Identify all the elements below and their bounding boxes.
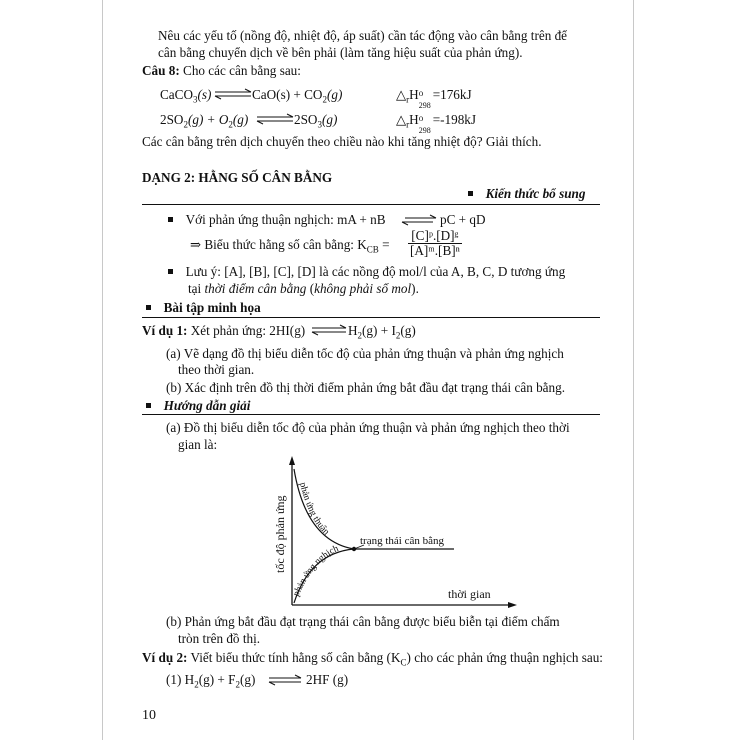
huong-dan-label: Hướng dẫn giải xyxy=(163,398,251,413)
cau8-equation-1 xyxy=(160,87,211,103)
vidu2-equation-1 xyxy=(166,672,255,688)
bullet-2-italic-1: thời điểm cân bằng xyxy=(204,281,307,296)
delta-icon: △ xyxy=(396,112,407,127)
eq2-p-sub: 3 xyxy=(317,119,322,130)
vidu1 xyxy=(142,323,305,339)
bullet-square-icon xyxy=(468,191,473,196)
equilibrium-arrow-icon xyxy=(214,88,252,100)
vidu1-p1: H xyxy=(348,323,358,338)
vidu1-a-line-2: theo thời gian. xyxy=(178,362,255,377)
vidu2-r1: (1) H xyxy=(166,672,195,687)
intro-line-2: cân bằng chuyển dịch về bên phải (làm tăng hiệu suất của phản ứng). xyxy=(158,45,523,60)
reverse-curve-label: phản ứng nghịch xyxy=(291,543,341,599)
vidu1-products xyxy=(348,323,416,339)
reversible-arrow-icon xyxy=(401,214,437,226)
x-axis-arrow-icon xyxy=(508,602,517,608)
x-axis-label: thời gian xyxy=(448,587,491,601)
answer-b-line-2: tròn trên đồ thị. xyxy=(178,631,261,646)
delta-sub: r xyxy=(406,119,410,130)
equilibrium-arrow-icon xyxy=(256,113,294,125)
bullet-2-cont xyxy=(188,281,419,297)
eq2-r2: (g) + O xyxy=(187,112,229,127)
rate-time-graph xyxy=(262,455,522,615)
kcb-fraction xyxy=(408,229,462,258)
vidu2-equation-1-products: 2HF (g) xyxy=(306,672,349,687)
enthalpy-symbol: H xyxy=(409,112,419,127)
bai-tap-label: Bài tập minh họa xyxy=(163,300,261,315)
eq1-state: (s) xyxy=(197,87,212,102)
bai-tap-heading xyxy=(146,300,261,316)
vidu1-p2-sub: 2 xyxy=(395,330,401,341)
eq1-state2: (g) xyxy=(326,87,343,102)
vidu2-text-end: ) cho các phản ứng thuận nghịch sau: xyxy=(406,650,603,665)
vidu2-r2-sub: 2 xyxy=(235,679,240,690)
eq2-r2-state: (g) xyxy=(232,112,249,127)
vidu2-r1-sub: 2 xyxy=(194,679,199,690)
vidu2 xyxy=(142,650,603,666)
kien-thuc-label: Kiến thức bổ sung xyxy=(485,186,586,201)
kcb-expression xyxy=(190,237,390,253)
enthalpy-value-1: =176kJ xyxy=(432,87,472,102)
equilibrium-label: trạng thái cân bằng xyxy=(360,535,444,547)
vidu1-p1-sub: 2 xyxy=(357,330,363,341)
cau8-enthalpy-2: $\triangle_rH$ o =-198kJ xyxy=(396,112,477,130)
cau8-text: Cho các cân bằng sau: xyxy=(183,63,301,78)
cau8-equation-1-products xyxy=(252,87,342,103)
vidu2-label: Ví dụ 2: xyxy=(142,650,188,665)
vidu1-p2-state: (g) xyxy=(400,323,416,338)
eq1-sub2: 2 xyxy=(322,94,327,105)
vidu1-a-line-1: (a) Vẽ dạng đồ thị biểu diễn tốc độ của phản ứng thuận và phản ứng nghịch xyxy=(166,346,564,361)
eq1-sub: 3 xyxy=(192,94,198,105)
huong-dan-a-line-1: (a) Đồ thị biểu diễn tốc độ của phản ứng thuận và phản ứng nghịch theo thời xyxy=(166,420,570,435)
bullet-square-icon xyxy=(146,305,151,310)
divider xyxy=(142,317,600,318)
cau8-label: Câu 8: xyxy=(142,63,180,78)
vidu1-p2: (g) + I xyxy=(362,323,396,338)
vidu2-sub: C xyxy=(400,657,407,668)
bullet-square-icon xyxy=(146,403,151,408)
eq2-p-state: (g) xyxy=(321,112,338,127)
equilibrium-arrow-icon xyxy=(268,674,302,686)
enthalpy-symbol: H xyxy=(409,87,419,102)
kcb-numerator: [C]ᵖ.[D]ᵍ xyxy=(408,229,462,244)
enthalpy-value-2: =-198kJ xyxy=(432,112,477,127)
kcb-denominator: [A]ᵐ.[B]ⁿ xyxy=(410,243,460,258)
cau8-equation-2-products xyxy=(294,112,337,128)
bullet-1 xyxy=(168,212,386,228)
vidu1-label: Ví dụ 1: xyxy=(142,323,188,338)
kcb-equals: = xyxy=(382,237,390,252)
y-axis-label: tốc độ phản ứng xyxy=(273,495,287,573)
section-title: DẠNG 2: HẰNG SỐ CÂN BẰNG xyxy=(142,170,333,185)
delta-sub: r xyxy=(406,94,410,105)
vidu1-text: Xét phản ứng: 2HI(g) xyxy=(190,323,306,338)
eq2-p: 2SO xyxy=(294,112,318,127)
bullet-2-pre: tại xyxy=(188,281,205,296)
answer-b-line-1: (b) Phản ứng bắt đầu đạt trạng thái cân bằng được biểu biễn tại điểm chấm xyxy=(166,614,560,629)
kcb-label: ⇒ Biểu thức hằng số cân bằng: K xyxy=(190,237,367,252)
cau8-enthalpy-1: $\triangle_rH$ o =176kJ xyxy=(396,87,472,105)
eq2-r1: 2SO xyxy=(160,112,184,127)
eq1-reactant: CaCO xyxy=(160,87,193,102)
bullet-2 xyxy=(168,264,565,280)
eq2-r1-sub: 2 xyxy=(183,119,188,130)
cau8-question: Các cân bằng trên dịch chuyển theo chiều nào khi tăng nhiệt độ? Giải thích. xyxy=(142,134,542,149)
delta-icon: △ xyxy=(396,87,407,102)
bullet-square-icon xyxy=(168,269,173,274)
forward-curve-label: phản ứng thuận xyxy=(297,481,331,538)
vidu2-r2: (g) + F xyxy=(198,672,236,687)
eq2-r2-sub: 2 xyxy=(228,119,233,130)
bullet-2-italic-2: không phải số mol xyxy=(314,281,412,296)
intro-line-1: Nêu các yếu tố (nồng độ, nhiệt độ, áp suất) cần tác động vào cân bằng trên để xyxy=(158,28,568,43)
page-number: 10 xyxy=(142,708,156,723)
bullet-2-mid: ( xyxy=(306,281,315,296)
huong-dan-a-line-2: gian là: xyxy=(178,437,218,452)
cau8 xyxy=(142,63,301,79)
vidu1-b-line: (b) Xác định trên đồ thị thời điểm phản ứng bắt đầu đạt trạng thái cân bằng. xyxy=(166,380,566,395)
cau8-equation-2 xyxy=(160,112,248,128)
bullet-square-icon xyxy=(168,217,173,222)
divider xyxy=(142,414,600,415)
bullet-1-products: pC + qD xyxy=(440,212,486,227)
vidu2-text: Viết biểu thức tính hằng số cân bằng (K xyxy=(190,650,401,665)
bullet-2-post: ). xyxy=(411,281,419,296)
bullet-2-text: Lưu ý: [A], [B], [C], [D] là các nồng độ mol/l của A, B, C, D tương ứng xyxy=(185,264,566,279)
huong-dan-heading xyxy=(146,398,250,414)
divider xyxy=(142,204,600,205)
bullet-1-text: Với phản ứng thuận nghịch: mA + nB xyxy=(185,212,386,227)
kcb-sub: CB xyxy=(366,244,379,255)
equilibrium-arrow-icon xyxy=(311,324,347,336)
eq1-products: CaO(s) + CO xyxy=(252,87,323,102)
kien-thuc-heading xyxy=(468,186,585,202)
vidu2-r2-state: (g) xyxy=(239,672,256,687)
y-axis-arrow-icon xyxy=(289,456,295,465)
